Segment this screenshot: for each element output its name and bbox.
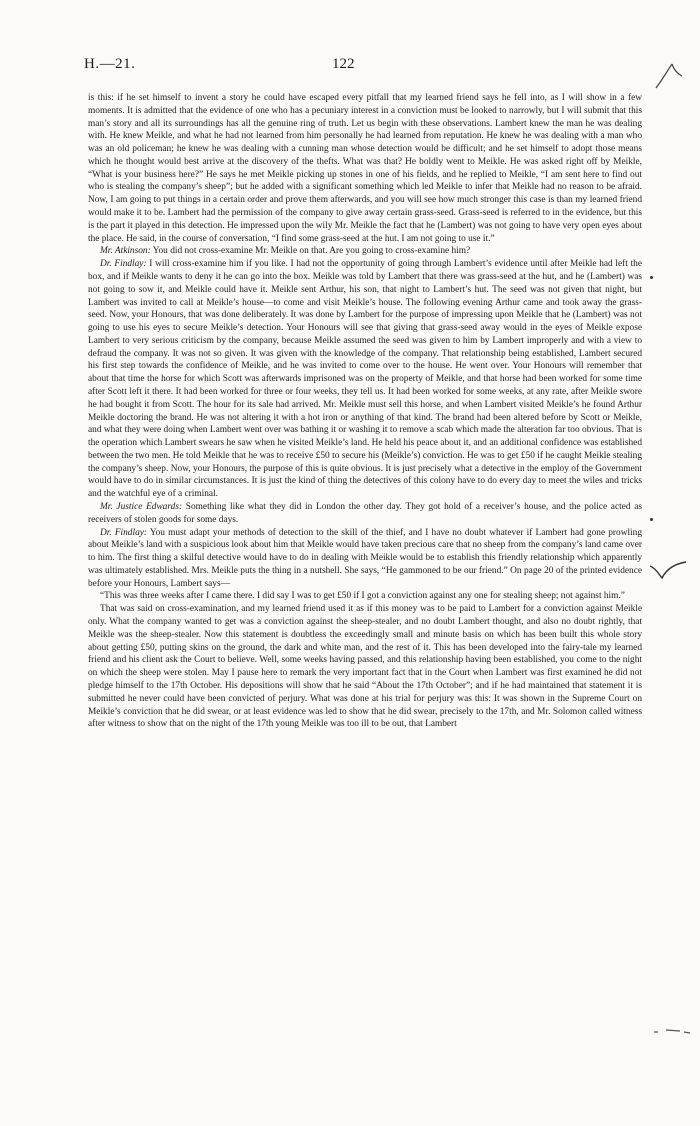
document-reference: H.—21. (84, 56, 136, 72)
page-header (84, 56, 644, 78)
document-body (88, 92, 642, 731)
quoted-evidence (88, 590, 642, 603)
paragraph (88, 501, 642, 527)
margin-dot-icon (650, 276, 653, 279)
paragraph-text: You must adapt your methods of detection to the skill of the thief, and I have no doubt whatever if Lambert had gone prowling about Meikle’s land with a suspicious look about him that Meikle would have taken precious care that no sheep from the company’s land came over to him. The first thing a skilful detective would have to do in dealing with Meikle would be to establish this friendly relationship which apparently was ultimately established. Mrs. Meikle puts the thing in a nutshell. She says, “He gammoned to be our friend.” On page 20 of the printed evidence before your Honours, Lambert says— (88, 527, 642, 589)
paragraph (88, 527, 642, 591)
paragraph (88, 92, 642, 245)
margin-dash-mark-icon (652, 1026, 692, 1036)
paragraph (88, 258, 642, 501)
speaker-name: Dr. Findlay: (100, 527, 148, 538)
speaker-name: Mr. Justice Edwards: (100, 502, 183, 512)
speaker-name: Mr. Atkinson: (100, 246, 151, 257)
paragraph-text: I will cross-examine him if you like. I had not the opportunity of going through Lambert’s evidence until after Meikle had left the box, and if Meikle wants to deny it he can go into the box. Meikle was told by Lambert that there was grass-seed at the hut, and he (Lambert) was not going to sow it, and Meikle could have it. Meikle sent Arthur, his son, that night to Lambert’s hut. The seed was not given that night, but Lambert was invited to call at Meikle’s house—to come and visit Meikle’s house. The following evening Arthur came and took away the grass-seed. Now, your Honours, that was done deliberately. It was done by Lambert for the purpose of impressing upon Meikle that he (Lambert) was not going to use his eyes to secure Meikle’s detection. Your Honours will see that giving that grass-seed away would in the eyes of Meikle expose Lambert to very serious criticism by the company, because Meikle assumed the seed was given to him by Lambert improperly and with a view to defraud the company. It was not so given. It was given with the knowledge of the company. That relationship being established, Lambert secured his first step towards the confidence of Meikle, and he was invited to come over to the house. He went over. Your Honours will remember that about that time the horse for which Scott was afterwards imprisoned was on the property of Meikle, and that horse had been worked for some time after Scott left it there. It had been worked for three or four weeks, they tell us. It had been worked for some weeks, at any rate, after Meikle swore he had bought it from Scott. The hour for its sale had arrived. Mr. Meikle must sell this horse, and when Lambert visited Meikle’s he found Arthur Meikle doctoring the brand. He was not altering it with a hot iron or anything of that kind. The brand had been altered before by Scott or Meikle, and what they were doing when Lambert went over was bathing it or washing it to remove a scab which made the alteration far too obvious. That is the operation which Lambert swears he saw when he visited Meikle’s land. He held his peace about it, and an additional confidence was established between the two men. He told Meikle that he was to receive £50 to secure his (Meikle’s) conviction. He was to get £50 if he caught Meikle stealing the company’s sheep. Now, your Honours, the purpose of this is quite obvious. It is just precisely what a detective in the employ of the Government would have to do in similar circumstances. It is just the kind of thing the detectives of this colony have to do every day to meet the wiles and tricks and the watchful eye of a criminal. (88, 259, 642, 500)
paragraph-text: That was said on cross-examination, and my learned friend used it as if this money was to be paid to Lambert for a conviction against Meikle only. What the company wanted to get was a conviction against the sheep-stealer, and no doubt Lambert thought, and also no doubt rightly, that Meikle was the sheep-stealer. Now this statement is doubtless the exceedingly small and minute basis on which has been built this whole story about getting £50, putting skins on the ground, the dark and white man, and the rest of it. This has been developed into the fairy-tale my learned friend and his client ask the Court to believe. Well, some weeks having passed, and this relationship having been established, you come to the night on which the sheep were stolen. May I pause here to remark the very important fact that in the Court when Lambert was first examined he did not pledge himself to the 17th October. His depositions will show that he said “About the 17th October”; and if he had maintained that statement it is submitted he never could have been convicted of perjury. What was done at his trial for perjury was this: It was shown in the Supreme Court on Meikle’s conviction that he did swear, or at least evidence was led to show that he did swear, precisely to the 17th, and Mr. Solomon called witness after witness to show that on the night of the 17th young Meikle was too ill to be out, that Lambert (88, 604, 642, 730)
paragraph-text: Something like what they did in London the other day. They got hold of a receiver’s house, and the police acted as receivers of stolen goods for some days. (88, 502, 643, 525)
margin-check-mark-icon (648, 558, 688, 580)
paragraph (88, 245, 642, 258)
page-number: 122 (332, 56, 355, 72)
paragraph (88, 603, 642, 731)
paragraph-text: “This was three weeks after I came there. I did say I was to get £50 if I got a conviction against any one for stealing sheep; not against him.” (100, 591, 625, 602)
paragraph-text: You did not cross-examine Mr. Meikle on that. Are you going to cross-examine him? (152, 246, 471, 257)
margin-pencil-mark-icon (652, 58, 686, 94)
margin-dot-icon (650, 518, 653, 521)
speaker-name: Dr. Findlay: (100, 259, 147, 270)
paragraph-text: is this: if he set himself to invent a story he could have escaped every pitfall that my learned friend says he fell into, as I will show in a few moments. It is admitted that the evidence of one who has a pecuniary interest in a conviction must be looked to narrowly, but I will submit that this man’s story and all its surroundings has all the genuine ring of truth. Let us begin with these observations. Lambert knew the man he was dealing with. He knew Meikle, and what he had not learned from him personally he had learned from reputation. He knew he was dealing with a man who was an old policeman; he knew he was dealing with a cunning man whose detection would be difficult; and he set himself to adopt those means which he thought would best arrive at the discovery of the thefts. What was that? He boldly went to Meikle. He was asked right off by Meikle, “What is your business here?” He says he met Meikle picking up stones in one of his fields, and he replied to Meikle, “I am sent here to find out who is stealing the company’s sheep”; but he added with a significant something which led Meikle to infer that Meikle had no reason to be afraid. Now, I am going to put things in a certain order and prove them afterwards, and you will see how much stronger this case is than my learned friend would make it to be. Lambert had the permission of the company to give away certain grass-seed. Grass-seed is referred to in the evidence, but this is the part it played in this detection. He impressed upon the wily Mr. Meikle the fact that he (Lambert) was not going to have very open eyes about the place. He said, in the course of conversation, “I find some grass-seed at the hut. I am not going to use it.” (88, 93, 642, 244)
